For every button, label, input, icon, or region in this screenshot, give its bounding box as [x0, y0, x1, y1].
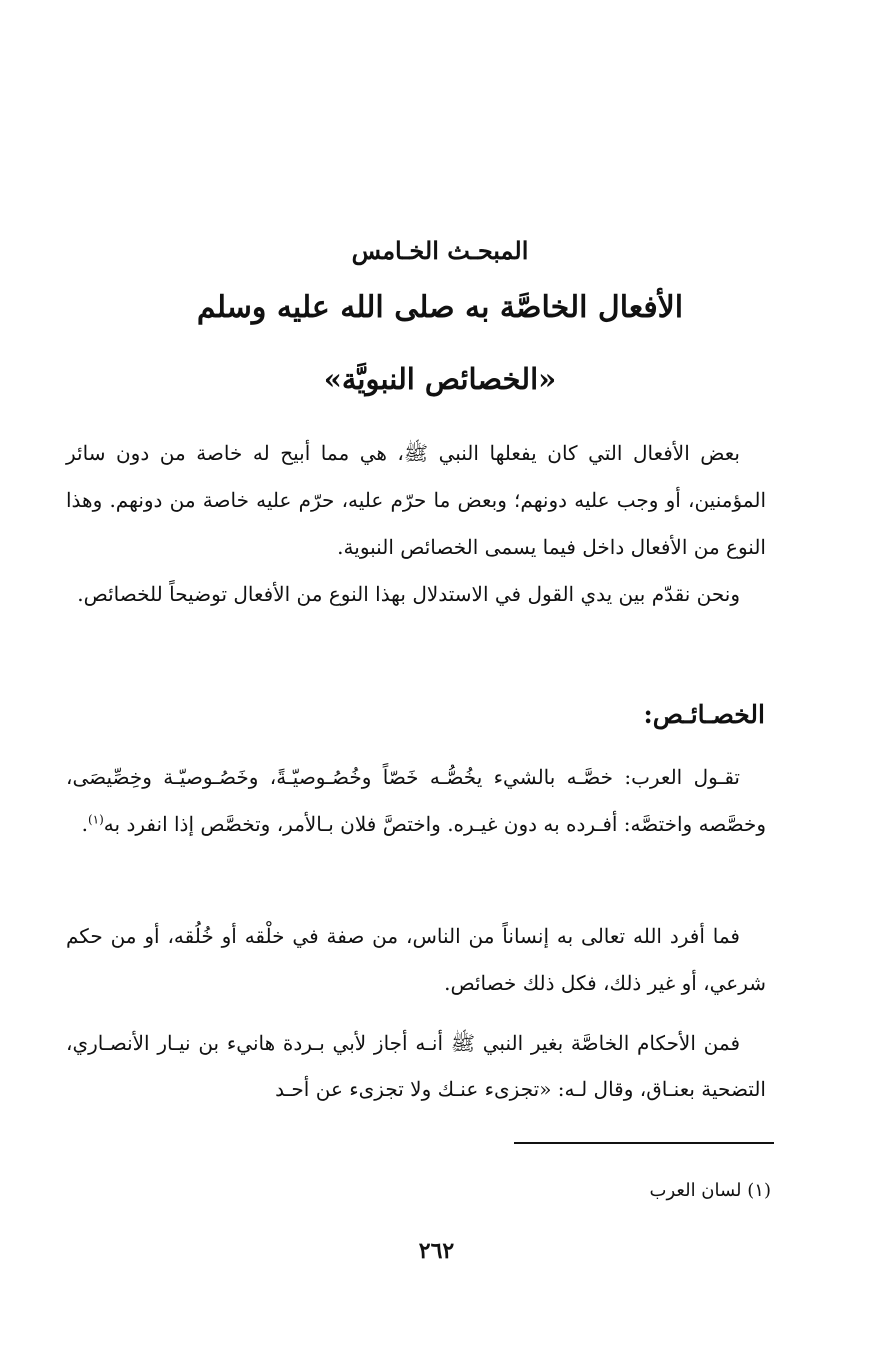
- page-number: ٢٦٢: [418, 1238, 455, 1264]
- footnote-ref[interactable]: (١): [87, 812, 104, 827]
- section-label: المبحـث الخـامس: [351, 236, 529, 265]
- footnote: (١) لسان العرب: [649, 1180, 771, 1201]
- example-paragraph: فمن الأحكام الخاصَّة بغير النبي ﷺ أنـه أجاز لأبي بـردة هانيء بن نيـار الأنصـاري، التضحية بعنـاق، وقال لـه: «تجزىء عنـك ولا تجزىء عن أحـد: [66, 1031, 766, 1101]
- preface-paragraph: ونحن نقدّم بين يدي القول في الاستدلال بهذا النوع من الأفعال توضيحاً للخصائص.: [77, 582, 740, 606]
- subheading-khasais: الخصـائـص:: [643, 700, 765, 729]
- page-title: الأفعال الخاصَّة به صلى الله عليه وسلم: [196, 290, 684, 325]
- definition-end: .: [81, 812, 88, 836]
- definition-text: تقـول العرب: خصَّـه بالشيء يخُصُّـه خَصّاً وخُصُـوصيّـةً، وخَصُـوصيّـة وخِصِّيصَى، وخصَّصه واختصَّه: أفـرده به دون غيـره. واختصَّ فلان بـالأمر، وتخصَّص إذا انفرد به: [66, 765, 766, 836]
- definition-paragraph: [66, 754, 766, 848]
- scope-paragraph: فما أفرد الله تعالى به إنساناً من الناس، من صفة في خلْقه أو خُلُقه، أو من حكم شرعي، أو غير ذلك، فكل ذلك خصائص.: [66, 924, 766, 995]
- page-subtitle: «الخصائص النبويَّة»: [323, 362, 557, 396]
- footnote-separator: [514, 1142, 774, 1144]
- intro-paragraph: بعض الأفعال التي كان يفعلها النبي ﷺ، هي مما أبيح له خاصة من دون سائر المؤمنين، أو وجب عليه دونهم؛ وبعض ما حرّم عليه، حرّم عليه خاصة من دونهم. وهذا النوع من الأفعال داخل فيما يسمى الخصائص النبوية.: [66, 441, 766, 559]
